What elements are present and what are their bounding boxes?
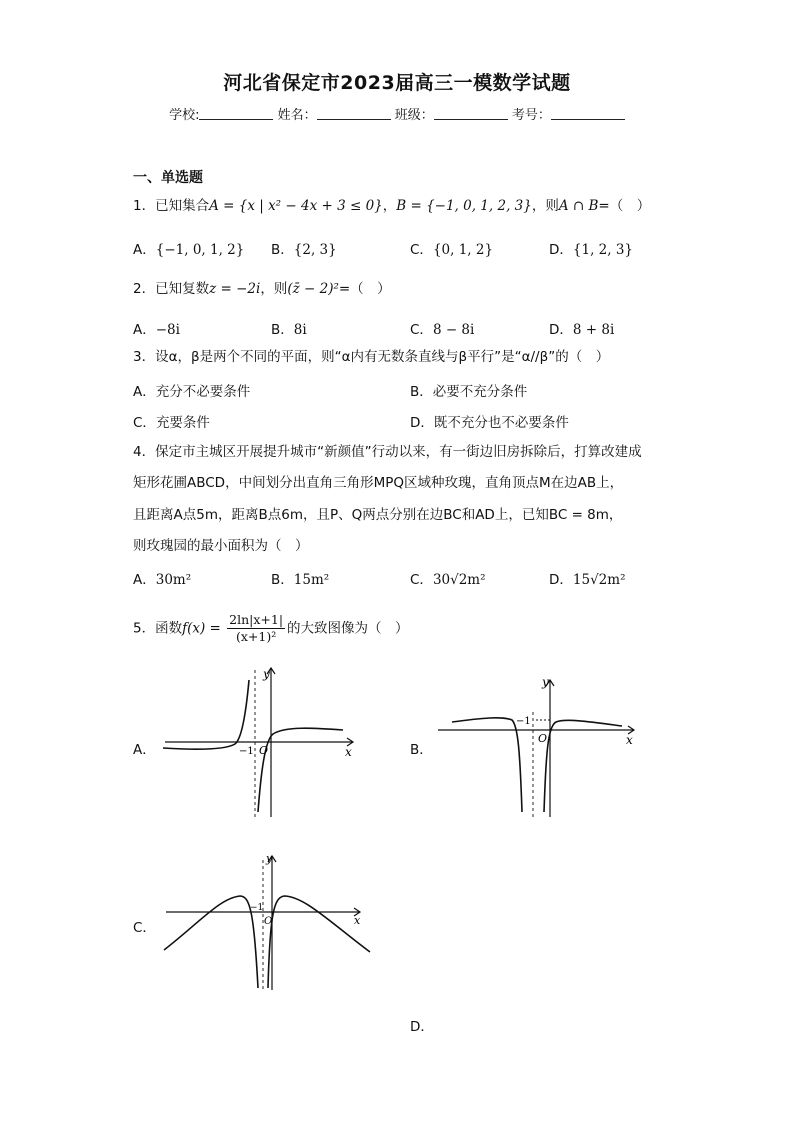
q1-option-d[interactable] — [549, 238, 633, 258]
q3-option-b[interactable] — [410, 380, 527, 400]
question-4-line-2: 矩形花圃ABCD，中间划分出直角三角形MPQ区域种玫瑰，直角顶点M在边AB上， — [133, 475, 624, 491]
minus-one-label: −1 — [239, 746, 254, 757]
q3-option-d[interactable] — [410, 411, 569, 431]
class-label: 班级： — [394, 108, 434, 123]
option-label: B． — [271, 322, 294, 338]
q5-option-d-label[interactable]: D． — [410, 1019, 434, 1035]
q3-option-a[interactable] — [133, 380, 250, 400]
option-label: A． — [133, 572, 156, 588]
section-heading: 一、单选题 — [133, 170, 203, 186]
option-value: {2, 3} — [293, 242, 337, 258]
q1-option-c[interactable] — [410, 238, 493, 258]
option-value: {1, 2, 3} — [572, 242, 634, 258]
q2-text-b: ，则 — [260, 281, 288, 297]
q4-option-c[interactable] — [410, 568, 486, 588]
curve-right — [268, 896, 370, 988]
question-4-line-3: 且距离A点5m，距离B点6m，且P、Q两点分别在边BC和AD上，已知BC = 8m， — [133, 507, 623, 523]
option-value: −8i — [155, 322, 180, 338]
option-value: 充要条件 — [155, 415, 210, 431]
curve-left — [164, 896, 258, 988]
q5-fraction — [227, 612, 285, 645]
q2-z: z = −2i — [209, 281, 261, 297]
x-axis-label: x — [626, 733, 633, 747]
q2-expr: (z̄ − 2)² — [287, 281, 339, 297]
number-label: 考号： — [511, 108, 551, 123]
q1-set-a: A = {x | x² − 4x + 3 ≤ 0} — [209, 198, 383, 214]
school-blank[interactable] — [199, 107, 273, 120]
q5-func: f(x) = — [182, 620, 221, 637]
q1-sep: ， — [382, 198, 397, 214]
option-label: B． — [271, 242, 294, 258]
option-value: 8 − 8i — [432, 322, 475, 338]
option-value: {0, 1, 2} — [432, 242, 494, 258]
question-5-stem — [133, 612, 409, 645]
q1-text-c: =（ ） — [598, 198, 651, 214]
student-info-line — [0, 104, 794, 123]
q1-option-a[interactable] — [133, 238, 244, 258]
option-label: D． — [549, 572, 573, 588]
number-blank[interactable] — [551, 107, 625, 120]
option-label: A． — [133, 322, 156, 338]
q2-option-c[interactable] — [410, 318, 474, 338]
option-value: 必要不充分条件 — [432, 384, 528, 400]
y-axis-label: y — [542, 675, 549, 689]
q5-numerator: 2ln|x+1| — [229, 612, 284, 627]
option-value: 15√2m² — [572, 572, 626, 588]
question-2-stem — [133, 279, 391, 299]
q4-option-d[interactable] — [549, 568, 626, 588]
option-label: C． — [133, 415, 156, 431]
x-axis-label: x — [354, 914, 361, 927]
question-1-stem — [133, 196, 650, 216]
q5-text-a: 5．函数 — [133, 620, 183, 637]
curve-right — [544, 720, 622, 812]
question-4-line-1: 4．保定市主城区开展提升城市“新颜值”行动以来，有一街边旧房拆除后，打算改建成 — [133, 444, 642, 460]
name-label: 姓名： — [277, 108, 317, 123]
graph-b — [432, 672, 642, 822]
x-axis-label: x — [345, 745, 352, 759]
option-value: 8i — [293, 322, 307, 338]
origin-label: O — [264, 916, 273, 927]
curve-left — [163, 680, 249, 749]
minus-one-label: −1 — [250, 903, 264, 913]
q2-option-b[interactable] — [271, 318, 307, 338]
q1-text-a: 1．已知集合 — [133, 198, 210, 214]
option-label: C． — [410, 322, 433, 338]
origin-label: O — [259, 744, 269, 757]
option-value: 充分不必要条件 — [155, 384, 251, 400]
question-4-line-4: 则玫瑰园的最小面积为（ ） — [133, 538, 309, 554]
q5-denominator: (x+1)² — [235, 629, 277, 644]
option-label: A． — [133, 242, 156, 258]
origin-label: O — [538, 732, 548, 745]
question-3-stem: 3．设α，β是两个不同的平面，则“α内有无数条直线与β平行”是“α//β”的（ ） — [133, 349, 610, 365]
class-blank[interactable] — [434, 107, 508, 120]
graph-c — [160, 852, 372, 994]
school-label: 学校: — [169, 108, 200, 123]
option-label: A． — [133, 384, 156, 400]
option-label: D． — [549, 242, 573, 258]
name-blank[interactable] — [317, 107, 391, 120]
q4-option-b[interactable] — [271, 568, 329, 588]
q2-option-d[interactable] — [549, 318, 614, 338]
y-axis-label: y — [266, 852, 273, 865]
q2-text-a: 2．已知复数 — [133, 281, 210, 297]
q4-option-a[interactable] — [133, 568, 191, 588]
graph-a — [155, 662, 360, 822]
option-value: 15m² — [293, 572, 330, 588]
option-value: 既不充分也不必要条件 — [433, 415, 569, 431]
q5-text-b: 的大致图像为（ ） — [287, 620, 409, 637]
page-title: 河北省保定市2023届高三一模数学试题 — [223, 72, 571, 94]
q2-option-a[interactable] — [133, 318, 180, 338]
option-value: 30m² — [155, 572, 192, 588]
option-value: {−1, 0, 1, 2} — [155, 242, 245, 258]
option-value: 8 + 8i — [572, 322, 615, 338]
q5-option-b-label[interactable]: B． — [410, 742, 433, 758]
option-label: B． — [410, 384, 433, 400]
q1-set-b: B = {−1, 0, 1, 2, 3} — [396, 198, 532, 214]
option-label: D． — [549, 322, 573, 338]
curve-left — [452, 718, 522, 812]
option-label: C． — [410, 572, 433, 588]
q5-option-a-label[interactable]: A． — [133, 742, 156, 758]
minus-one-label: −1 — [516, 716, 531, 727]
q5-option-c-label[interactable]: C． — [133, 920, 156, 936]
q2-text-c: =（ ） — [338, 281, 391, 297]
q1-expr: A ∩ B — [558, 198, 599, 214]
option-label: B． — [271, 572, 294, 588]
option-label: D． — [410, 415, 434, 431]
q1-text-b: ，则 — [531, 198, 559, 214]
q1-option-b[interactable] — [271, 238, 337, 258]
option-label: C． — [410, 242, 433, 258]
y-axis-label: y — [263, 667, 270, 681]
q3-option-c[interactable] — [133, 411, 210, 431]
option-value: 30√2m² — [432, 572, 486, 588]
